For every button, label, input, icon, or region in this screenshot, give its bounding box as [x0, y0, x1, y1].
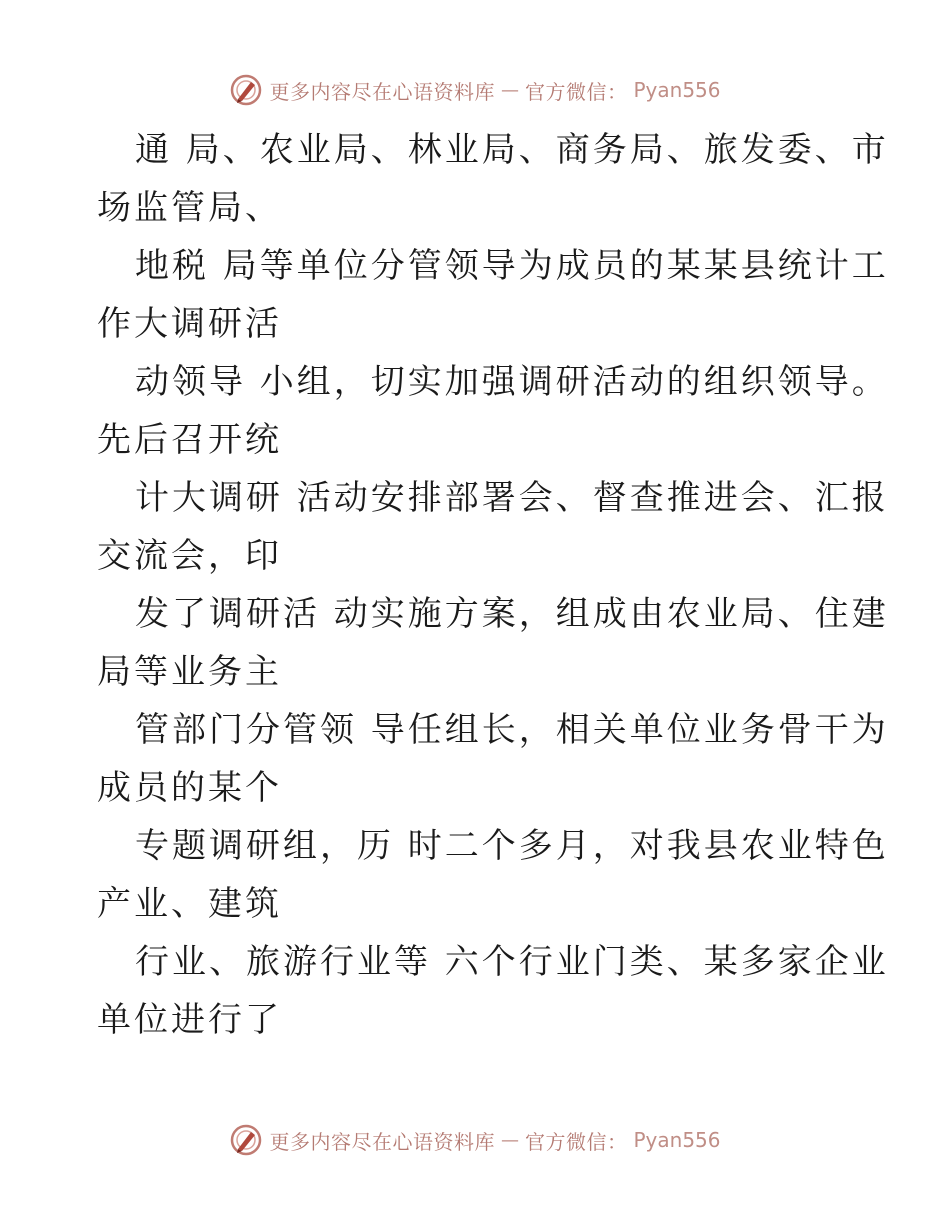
body-line: 作大调研活 — [97, 304, 282, 344]
body-line: 成员的某个 — [97, 768, 282, 808]
watermark-separator: — — [500, 1129, 519, 1151]
pen-logo-icon — [229, 1123, 263, 1157]
body-line: 场监管局、 — [97, 188, 282, 228]
body-line: 行业、旅游行业等 六个行业门类、某多家企业 — [135, 942, 889, 982]
wechat-label: 官方微信： — [524, 1129, 628, 1154]
body-line: 单位进行了 — [97, 1000, 282, 1040]
body-line: 发了调研活 动实施方案，组成由农业局、住建 — [135, 594, 889, 634]
body-line: 地税 局等单位分管领导为成员的某某县统计工 — [135, 246, 889, 286]
document-body — [97, 121, 889, 1049]
footer-watermark — [0, 1120, 950, 1160]
body-line: 产业、建筑 — [97, 884, 282, 924]
body-line: 专题调研组，历 时二个多月，对我县农业特色 — [135, 826, 889, 866]
body-line: 局等业务主 — [97, 652, 282, 692]
wechat-label: 官方微信： — [524, 79, 628, 104]
watermark-text: 更多内容尽在心语资料库 — [269, 79, 495, 104]
body-line: 先后召开统 — [97, 420, 282, 460]
wechat-handle: Pyan556 — [633, 1128, 721, 1152]
pen-logo-icon — [229, 73, 263, 107]
header-watermark — [0, 70, 950, 110]
watermark-separator: — — [500, 79, 519, 101]
watermark-text: 更多内容尽在心语资料库 — [269, 1129, 495, 1154]
body-line: 管部门分管领 导任组长，相关单位业务骨干为 — [135, 710, 889, 750]
body-line: 计大调研 活动安排部署会、督查推进会、汇报 — [135, 478, 889, 518]
body-line: 动领导 小组，切实加强调研活动的组织领导。 — [135, 362, 889, 402]
body-line: 通 局、农业局、林业局、商务局、旅发委、市 — [135, 130, 889, 170]
body-line: 交流会，印 — [97, 536, 282, 576]
wechat-handle: Pyan556 — [633, 78, 721, 102]
